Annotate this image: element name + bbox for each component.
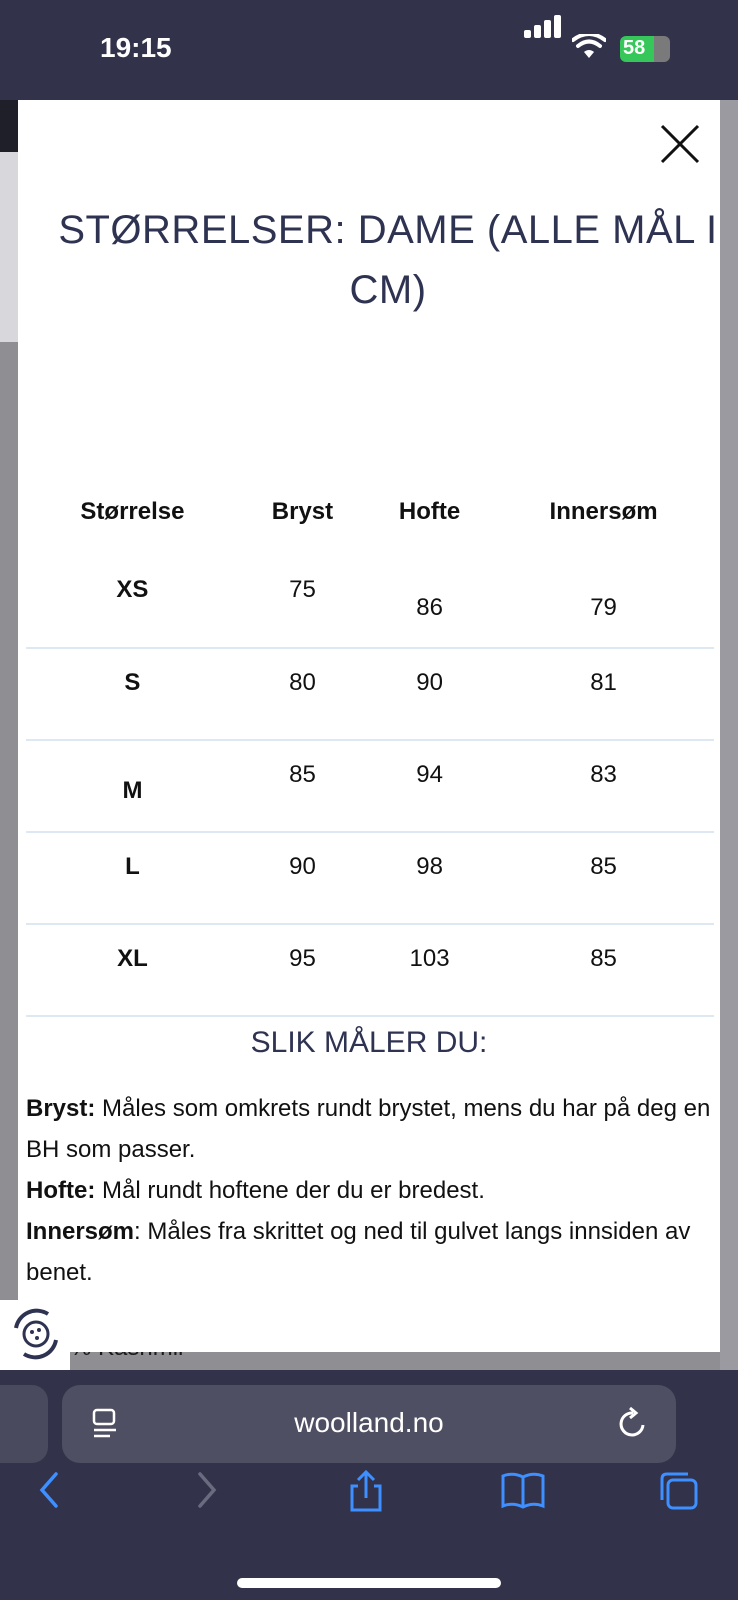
size-cell: XL: [26, 924, 239, 1016]
table-row: [26, 740, 714, 832]
hip-cell: 103: [366, 924, 493, 1016]
status-bar: [0, 0, 738, 100]
background-header-strip: [0, 100, 18, 152]
chest-cell: 75: [239, 556, 366, 648]
address-bar[interactable]: [62, 1385, 676, 1463]
url-text[interactable]: woolland.no: [294, 1407, 444, 1438]
table-row: [26, 924, 714, 1016]
chest-cell: 80: [239, 648, 366, 740]
floating-widget-button[interactable]: [0, 1300, 70, 1370]
inseam-cell: 79: [493, 556, 714, 648]
table-header-row: [26, 468, 714, 556]
table-row: [26, 648, 714, 740]
hip-label: Hofte:: [26, 1177, 96, 1204]
close-icon[interactable]: [658, 122, 702, 166]
wifi-icon: [572, 34, 606, 60]
size-cell: M: [26, 740, 239, 832]
chest-cell: 95: [239, 924, 366, 1016]
header-size: Størrelse: [80, 498, 185, 525]
inseam-instruction: : Måles fra skrittet og ned til gulvet langs innsiden av benet.: [26, 1218, 691, 1286]
hip-cell: 94: [366, 740, 493, 832]
inseam-cell: 83: [493, 740, 714, 832]
size-table: [26, 468, 714, 1017]
table-row: [26, 832, 714, 924]
battery-level: 58: [623, 37, 646, 59]
bookmarks-icon[interactable]: [500, 1470, 546, 1510]
size-guide-modal: [18, 100, 720, 1352]
header-chest: Bryst: [271, 498, 334, 525]
size-cell: L: [26, 832, 239, 924]
table-row: [26, 556, 714, 648]
hip-cell: 90: [366, 648, 493, 740]
inseam-cell: 85: [493, 832, 714, 924]
back-icon[interactable]: [34, 1470, 64, 1510]
inseam-cell: 85: [493, 924, 714, 1016]
chest-label: Bryst:: [26, 1095, 96, 1122]
browser-toolbar: [0, 1370, 738, 1600]
chest-cell: 90: [239, 832, 366, 924]
inseam-cell: 81: [493, 648, 714, 740]
hip-cell: 86: [366, 556, 493, 648]
battery-icon: [620, 36, 670, 62]
how-to-measure-title: SLIK MÅLER DU:: [250, 1026, 488, 1059]
chest-instruction: Måles som omkrets rundt brystet, mens du har på deg en BH som passer.: [26, 1095, 711, 1163]
chest-cell: 85: [239, 740, 366, 832]
measure-instructions: [26, 1088, 716, 1293]
background-image-strip: [0, 152, 18, 342]
status-time: 19:15: [100, 32, 172, 63]
hip-instruction: Mål rundt hoftene der du er bredest.: [95, 1177, 485, 1204]
share-icon[interactable]: [346, 1470, 386, 1514]
size-cell: S: [26, 648, 239, 740]
tabs-icon[interactable]: [658, 1470, 700, 1512]
previous-tab-preview[interactable]: [0, 1385, 48, 1463]
size-cell: XS: [26, 556, 239, 648]
hip-cell: 98: [366, 832, 493, 924]
header-inseam: Innersøm: [549, 498, 658, 525]
forward-icon[interactable]: [192, 1470, 222, 1510]
reload-icon[interactable]: [616, 1405, 650, 1441]
modal-title: STØRRELSER: DAME (ALLE MÅL I CM): [58, 208, 718, 312]
inseam-label: Innersøm: [26, 1218, 135, 1245]
recycle-badge-icon: [8, 1306, 64, 1362]
home-indicator: [237, 1578, 501, 1588]
header-hip: Hofte: [398, 498, 461, 525]
